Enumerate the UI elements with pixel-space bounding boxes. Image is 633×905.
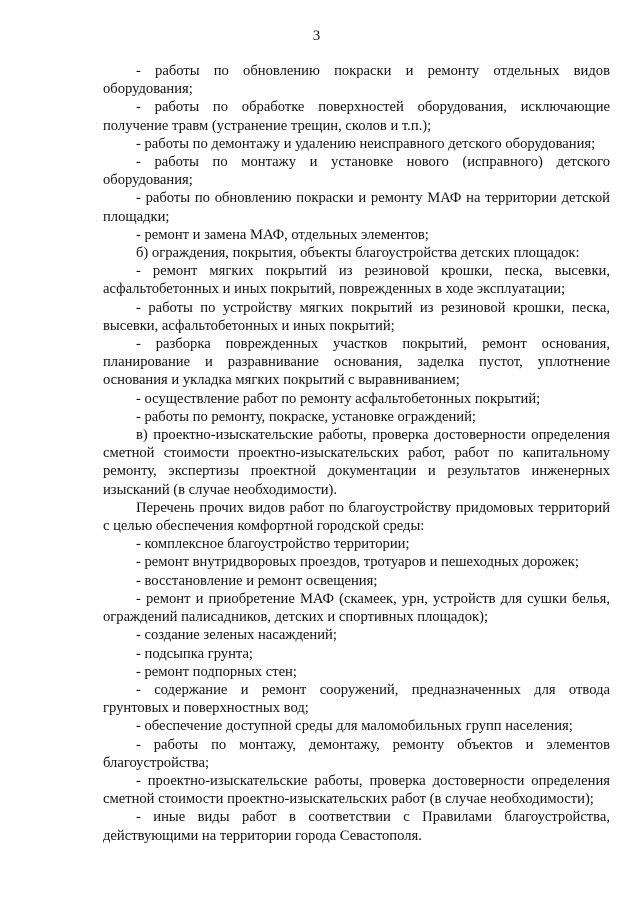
paragraph: - ремонт подпорных стен; — [136, 663, 297, 680]
paragraph: - осуществление работ по ремонту асфальтобетонных покрытий; — [136, 390, 541, 407]
section-heading-v: в) проектно-изыскательские работы, проверка достоверности определения сметной стоимости проектно-изыскательских работ, работ по капитальному ремонту, экспертизы проектной документации и результатов инженерных изысканий (в случае необходимости). — [103, 427, 610, 498]
paragraph: - ремонт и замена МАФ, отдельных элементов; — [136, 226, 429, 243]
document-body — [103, 62, 610, 845]
paragraph: - работы по демонтажу и удалению неисправного детского оборудования; — [136, 135, 596, 152]
paragraph: - ремонт и приобретение МАФ (скамеек, урн, устройств для сушки белья, ограждений палисадников, детских и спортивных площадок); — [103, 590, 610, 626]
paragraph: - работы по ремонту, покраске, установке ограждений; — [136, 408, 476, 425]
paragraph: - работы по обработке поверхностей оборудования, исключающие получение травм (устранение трещин, сколов и т.п.); — [103, 99, 610, 134]
paragraph: - ремонт мягких покрытий из резиновой крошки, песка, высевки, асфальтобетонных и иных покрытий, поврежденных в ходе эксплуатации; — [103, 263, 610, 298]
paragraph: - ремонт внутридворовых проездов, тротуаров и пешеходных дорожек; — [136, 554, 579, 571]
paragraph: - работы по устройству мягких покрытий из резиновой крошки, песка, высевки, асфальтобетонных и иных покрытий; — [103, 299, 610, 334]
paragraph: - работы по монтажу, демонтажу, ремонту объектов и элементов благоустройства; — [103, 736, 610, 771]
paragraph: - разборка поврежденных участков покрытий, ремонт основания, планирование и разравнивание основания, заделка пустот, уплотнение основания и укладка мягких покрытий с выравниванием; — [103, 336, 610, 389]
paragraph: - работы по обновлению покраски и ремонту МАФ на территории детской площадки; — [103, 190, 610, 225]
paragraph: - работы по обновлению покраски и ремонту отдельных видов оборудования; — [103, 63, 610, 98]
paragraph: - комплексное благоустройство территории; — [136, 536, 410, 553]
paragraph: - проектно-изыскательские работы, проверка достоверности определения сметной стоимости проектно-изыскательских работ (в случае необходимости); — [103, 772, 610, 808]
paragraph: - работы по монтажу и установке нового (исправного) детского оборудования; — [103, 154, 610, 189]
paragraph: - восстановление и ремонт освещения; — [136, 572, 378, 589]
paragraph: - иные виды работ в соответствии с Правилами благоустройства, действующими на территории города Севастополя. — [103, 809, 610, 844]
paragraph: - подсыпка грунта; — [136, 645, 253, 662]
page-number: 3 — [312, 28, 321, 44]
paragraph: - создание зеленых насаждений; — [136, 627, 337, 644]
section-heading-b: б) ограждения, покрытия, объекты благоустройства детских площадок: — [136, 245, 580, 262]
paragraph: - содержание и ремонт сооружений, предназначенных для отвода грунтовых и поверхностных вод; — [103, 681, 610, 717]
list-intro-paragraph: Перечень прочих видов работ по благоустройству придомовых территорий с целью обеспечения комфортной городской среды: — [103, 499, 610, 535]
paragraph: - обеспечение доступной среды для маломобильных групп населения; — [136, 718, 573, 735]
